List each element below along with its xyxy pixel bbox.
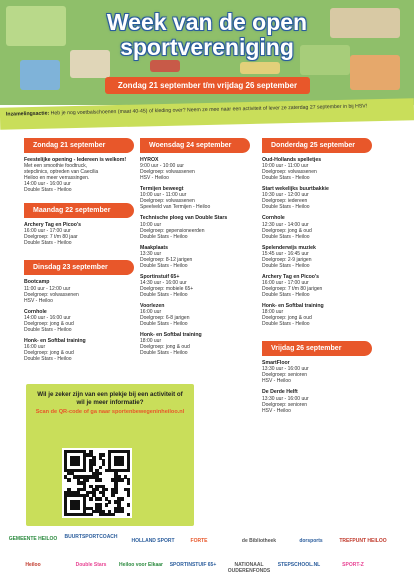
event-title: Oud-Hollands spelletjes: [262, 157, 322, 163]
event-title: Sportinstuif 65+: [140, 273, 180, 280]
qr-module: [89, 497, 92, 500]
qr-module: [99, 478, 102, 481]
sponsor-logo: NATIONAAL OUDERENFONDS: [227, 562, 271, 574]
event-title: HYROX: [140, 157, 159, 163]
event-title: Technische ploeg van Double Stars: [140, 215, 228, 222]
collection-label: Inzamelingsactie:: [5, 110, 50, 118]
qr-module: [114, 491, 117, 494]
event-detail: Double Stars - Heiloo: [262, 262, 310, 269]
qr-module: [77, 507, 80, 510]
event-title: Honk- en Softbal training: [140, 332, 202, 339]
event-item: [262, 157, 392, 181]
event-item: [262, 215, 392, 239]
sponsor-logo: dorsports: [299, 538, 323, 544]
schedule-column-2: [140, 138, 258, 362]
event-detail: 14:00 uur - 16:00 uur: [24, 181, 71, 188]
page-title: [0, 10, 414, 60]
event-detail: Double Stars - Heiloo: [140, 262, 188, 269]
sponsor-logo: SPORTINSTUIF 65+: [169, 562, 217, 568]
event-detail: Doelgroep: 7 t/m 80 jaar: [24, 234, 78, 241]
event-detail: Double Stars - Heiloo: [140, 350, 188, 357]
event-detail: Doelgroep: senioren: [262, 372, 308, 379]
event-detail: Doelgroep: jong & oud: [262, 227, 312, 234]
event-detail: Speelveld van Termijen - Heiloo: [140, 204, 211, 211]
event-detail: 13:30 uur - 16:00 uur: [262, 366, 309, 373]
title-line-2: sportvereniging: [120, 34, 294, 60]
info-question: Wil je zeker zijn van een plekje bij een activiteit of wil je meer informatie?: [37, 391, 183, 406]
qr-module: [67, 478, 70, 481]
qr-module: [111, 513, 114, 516]
qr-module: [127, 503, 130, 506]
event-item: [140, 186, 258, 210]
event-detail: Double Stars - Heiloo: [24, 187, 72, 194]
event-item: [262, 245, 392, 269]
event-detail: Doelgroep: mobiele 65+: [140, 286, 194, 293]
event-detail: Doelgroep: 2-9 jarigen: [262, 256, 312, 263]
event-detail: Met een smoothie foodtruck,: [24, 163, 88, 170]
event-detail: Double Stars - Heiloo: [140, 233, 188, 240]
qr-module: [121, 478, 124, 481]
event-title: Voorlezen: [140, 303, 165, 310]
event-detail: Double Stars - Heiloo: [262, 175, 310, 182]
qr-module: [102, 453, 105, 456]
event-detail: Doelgroep: volwassenen: [140, 169, 195, 176]
event-detail: Doelgroep: 7 t/m 80 jarigen: [262, 286, 323, 293]
qr-module: [108, 500, 111, 503]
sponsor-logos: [0, 532, 414, 586]
event-detail: 11:00 uur - 12:00 uur: [24, 285, 71, 292]
event-detail: 10:00 uur: [140, 221, 162, 228]
sponsor-logo: FORTE: [190, 538, 208, 544]
schedule-column-1: [24, 138, 142, 368]
event-detail: Doelgroep: senioren: [262, 401, 308, 408]
event-item: [140, 303, 258, 327]
event-detail: Double Stars - Heiloo: [140, 292, 188, 299]
sponsor-logo: TREFPUNT HEILOO: [339, 538, 387, 544]
day-header: Woensdag 24 september: [140, 138, 250, 153]
event-detail: Double Stars - Heiloo: [24, 240, 72, 247]
event-detail: Doelgroep: jong & oud: [24, 320, 74, 327]
sponsor-logo: GEMEENTE HEILOO: [8, 536, 58, 542]
day-section: [24, 203, 142, 246]
day-section: [24, 138, 142, 193]
event-detail: Doelgroep: volwassenen: [24, 291, 79, 298]
event-detail: 16:00 uur: [24, 344, 46, 351]
sponsor-logo: SPORT-Z: [342, 562, 364, 568]
event-detail: 13:30 uur: [140, 250, 162, 257]
day-section: [262, 341, 392, 413]
event-detail: 14:30 uur - 16:00 uur: [140, 280, 187, 287]
event-detail: 10:30 uur - 12:00 uur: [262, 192, 309, 199]
event-detail: 12:30 uur - 14:00 uur: [262, 221, 309, 228]
event-detail: Doelgroep: jong & oud: [262, 315, 312, 322]
event-detail: 16:00 uur: [140, 309, 162, 316]
event-item: [140, 332, 258, 356]
qr-module: [83, 469, 86, 472]
event-title: Honk- en Softbal training: [262, 303, 324, 310]
event-detail: 18:00 uur: [140, 338, 162, 345]
event-title: Archery Tag en Picoo's: [24, 222, 82, 229]
event-item: [24, 338, 142, 362]
event-detail: Double Stars - Heiloo: [140, 321, 188, 328]
event-detail: HSV - Heiloo: [24, 297, 53, 304]
event-item: [140, 245, 258, 269]
event-item: [24, 309, 142, 333]
sponsor-logo: HOLLAND SPORT: [131, 538, 175, 544]
title-line-1: Week van de open: [106, 9, 308, 35]
event-detail: 9:00 uur - 10:00 uur: [140, 163, 184, 170]
sponsor-logo: Heiloo: [25, 562, 41, 568]
event-detail: Double Stars - Heiloo: [262, 233, 310, 240]
sponsor-logo: BUURTSPORTCOACH: [64, 534, 118, 540]
qr-code[interactable]: [62, 448, 132, 518]
qr-module: [102, 463, 105, 466]
event-detail: Doelgroep: 6-8 jarigen: [140, 315, 190, 322]
qr-module: [111, 494, 114, 497]
event-detail: Doelgroep: jong & oud: [24, 350, 74, 357]
event-detail: Double Stars - Heiloo: [262, 321, 310, 328]
qr-module: [89, 513, 92, 516]
event-title: Maakplaats: [140, 244, 168, 251]
qr-module: [121, 463, 124, 466]
qr-module: [99, 466, 102, 469]
event-title: Cornhole: [262, 215, 285, 222]
day-header: Vrijdag 26 september: [262, 341, 372, 356]
event-item: [140, 157, 258, 181]
event-title: Honk- en Softbal training: [24, 337, 86, 344]
sponsor-logo: STEPSCHOOL.NL: [277, 562, 321, 568]
event-detail: HSV - Heiloo: [262, 407, 291, 414]
day-section: [262, 138, 392, 327]
event-detail: Double Stars - Heiloo: [262, 292, 310, 299]
schedule-column-3: [262, 138, 392, 420]
date-range-banner: Zondag 21 september t/m vrijdag 26 september: [105, 77, 310, 94]
event-detail: 10:00 uur - 11:00 uur: [140, 192, 187, 199]
event-title: Bootcamp: [24, 279, 50, 286]
qr-module: [92, 463, 95, 466]
event-title: Spelenderwijs muziek: [262, 244, 316, 251]
event-detail: Doelgroep: volwassenen: [140, 198, 195, 205]
event-detail: Doelgroep: gepensioneerden: [140, 227, 205, 234]
qr-module: [127, 481, 130, 484]
event-detail: Doelgroep: 8-12 jarigen: [140, 256, 193, 263]
event-item: [262, 360, 392, 384]
event-detail: 14:00 uur - 16:00 uur: [24, 314, 71, 321]
event-detail: 13:30 uur - 16:00 uur: [262, 395, 309, 402]
day-section: [140, 138, 258, 356]
event-detail: Double Stars - Heiloo: [24, 326, 72, 333]
qr-module: [105, 503, 108, 506]
event-title: Start wekelijks buurtbakkie: [262, 186, 329, 193]
qr-module: [105, 488, 108, 491]
info-scan-text[interactable]: Scan de QR-code of ga naar sportenbewegeninheiloo.nl: [35, 409, 185, 415]
event-title: Archery Tag en Picoo's: [262, 273, 320, 280]
event-detail: HSV - Heiloo: [262, 378, 291, 385]
event-item: [262, 303, 392, 327]
event-item: [140, 215, 258, 239]
event-detail: 16:00 uur - 17:00 uur: [24, 228, 71, 235]
event-detail: 15:45 uur - 16:45 uur: [262, 250, 309, 257]
collection-body: Heb je nog voetbalschoenen (maat 40-45) of kleding over? Neem ze mee naar een activiteit of lever ze zaterdag 27 september in bij HSV!: [49, 103, 368, 117]
event-title: SmartFloor: [262, 360, 290, 367]
event-title: Cornhole: [24, 308, 47, 315]
qr-module: [121, 510, 124, 513]
sponsor-logo: Heiloo voor Elkaar: [119, 562, 163, 568]
qr-module: [127, 494, 130, 497]
qr-module: [127, 469, 130, 472]
sponsor-logo: Double Stars: [75, 562, 107, 568]
day-header: Donderdag 25 september: [262, 138, 372, 153]
event-detail: 10:00 uur - 11:00 uur: [262, 163, 309, 170]
event-item: [24, 279, 142, 303]
event-item: [262, 389, 392, 413]
event-item: [24, 157, 142, 193]
day-section: [24, 260, 142, 362]
event-detail: 18:00 uur: [262, 309, 284, 316]
event-item: [140, 274, 258, 298]
event-detail: HSV - Heiloo: [140, 175, 169, 182]
qr-module: [77, 463, 80, 466]
event-title: De Derde Helft: [262, 389, 298, 396]
day-header: Dinsdag 23 september: [24, 260, 134, 275]
qr-module: [121, 497, 124, 500]
event-detail: stepclinics, optreden van Caecilia: [24, 169, 99, 176]
event-detail: Heiloo en meer verrassingen.: [24, 175, 90, 182]
event-detail: Doelgroep: iedereen: [262, 198, 308, 205]
day-header: Maandag 22 september: [24, 203, 134, 218]
event-detail: 16:00 uur - 17:00 uur: [262, 280, 309, 287]
event-title: Termijen beweegt: [140, 186, 184, 193]
qr-module: [86, 478, 89, 481]
qr-module: [99, 472, 102, 475]
qr-module: [127, 513, 130, 516]
sponsor-logo: de Bibliotheek: [241, 538, 277, 544]
event-detail: Doelgroep: jong & oud: [140, 344, 190, 351]
event-item: [262, 274, 392, 298]
event-item: [262, 186, 392, 210]
qr-module: [99, 497, 102, 500]
event-item: [24, 222, 142, 246]
event-detail: Double Stars - Heiloo: [24, 356, 72, 363]
event-detail: Double Stars - Heiloo: [262, 204, 310, 211]
event-detail: Doelgroep: volwassenen: [262, 169, 317, 176]
day-header: Zondag 21 september: [24, 138, 134, 153]
event-title: Feestelijke opening - Iedereen is welkom!: [24, 157, 127, 163]
